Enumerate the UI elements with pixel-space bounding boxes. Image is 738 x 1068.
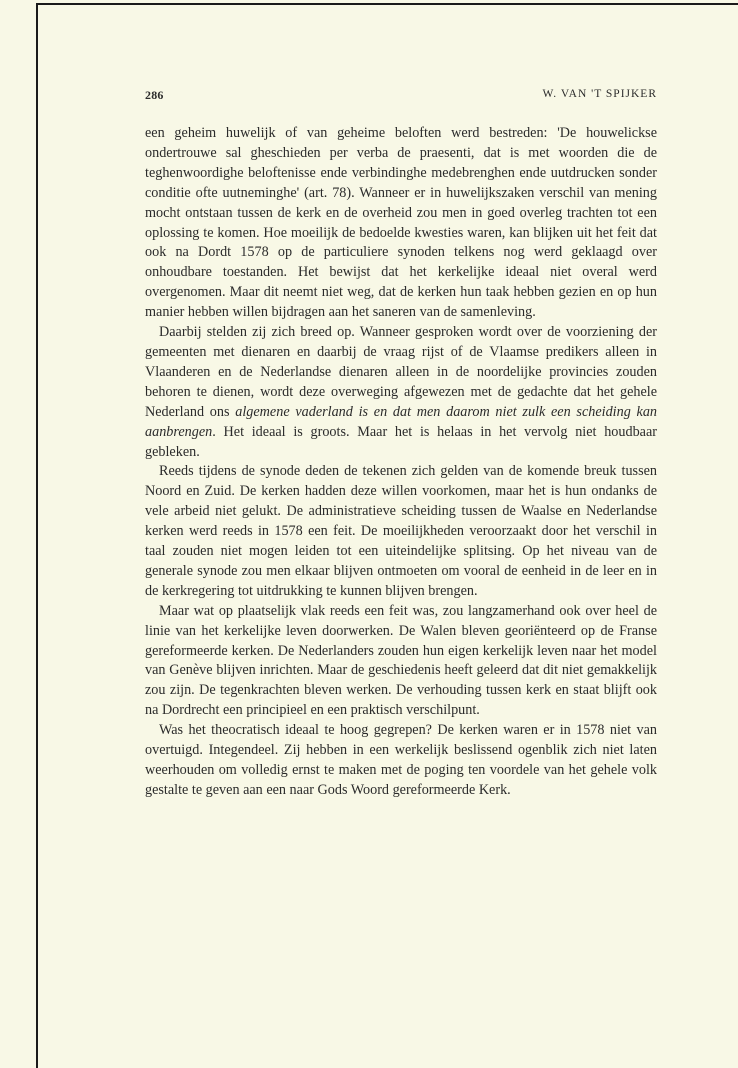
paragraph-3: Reeds tijdens de synode deden de tekenen zich gelden van de komende breuk tussen Noord en Zuid. De kerken hadden deze willen voorkomen, maar het is hun ondanks de vele arbeid niet gelukt. De administratieve scheiding tussen de Waalse en Nederlandse kerken werd reeds in 1578 een feit. De moeilijkheden veroorzaakt door het verschil in taal zouden niet mogen leiden tot een uiteindelijke splitsing. Op het niveau van de generale synode zou men elkaar blijven ontmoeten om vooral de eenheid in de leer en in de kerkregering tot uitdrukking te kunnen blijven brengen. (145, 463, 657, 599)
paragraph-2 (145, 323, 657, 462)
paragraph-1: een geheim huwelijk of van geheime beloften werd bestreden: 'De houwelickse ondertrouwe sal gheschieden per verba de praesenti, dat is met woorden die de teghenwoordighe beloftenisse ende verbindinghe medebrenghen ende uutdrucken sonder conditie ofte uutneminghe' (art. 78). Wanneer er in huwelijkszaken verschil van mening mocht ontstaan tussen de kerk en de overheid zou men in goed overleg trachten tot een oplossing te komen. Hoe moeilijk de bedoelde kwesties waren, kan blijken uit het feit dat ook na Dordt 1578 op de particuliere synoden telkens nog werd geklaagd over onhoudbare toestanden. Het bewijst dat het kerkelijke ideaal niet overal werd overgenomen. Maar dit neemt niet weg, dat de kerken hun taak hebben gezien en op hun manier hebben willen bijdragen aan het saneren van de samenleving. (145, 125, 657, 321)
paragraph-2-text-after: . Het ideaal is groots. Maar het is helaas in het vervolg niet houdbaar gebleken. (145, 423, 657, 460)
paragraph-4: Maar wat op plaatselijk vlak reeds een feit was, zou langzamerhand ook over heel de linie van het kerkelijke leven doorwerken. De Walen bleven georiënteerd op de Franse gereformeerde kerken. De Nederlanders zouden hun eigen kerkelijk leven naar het model van Genève blijven inrichten. Maar de geschiedenis heeft geleerd dat dit niet gemakkelijk zou zijn. De tegenkrachten bleven werken. De verhouding tussen kerk en staat blijft ook na Dordrecht een principieel en een praktisch verschilpunt. (145, 602, 657, 719)
paragraph-2-text-before: Daarbij stelden zij zich breed op. Wanneer gesproken wordt over de voorziening der gemeenten met dienaren en daarbij de vraag rijst of de Vlaamse predikers alleen in Vlaanderen en de Nederlandse dienaren alleen in de noordelijke provincies zouden behoren te dienen, wordt deze overweging afgewezen met de gedachte dat het gehele Nederland ons (145, 324, 657, 420)
page-number: 286 (145, 88, 164, 102)
running-head: W. VAN 'T SPIJKER (542, 88, 657, 100)
scan-edge-left (36, 3, 38, 1068)
page-header (145, 88, 657, 104)
paragraph-5: Was het theocratisch ideaal te hoog gegrepen? De kerken waren er in 1578 niet van overtuigd. Integendeel. Zij hebben in een werkelijk beslissend ogenblik zich niet laten weerhouden om volledig ernst te maken met de poging ten voordele van het gehele volk gestalte te geven aan een naar Gods Woord gereformeerde Kerk. (145, 722, 657, 798)
paragraph-2-emphasis: algemene vaderland is en dat men daarom niet zulk een scheiding kan aanbrengen (145, 403, 658, 440)
body-text (145, 124, 657, 801)
scan-edge-top (36, 3, 738, 5)
